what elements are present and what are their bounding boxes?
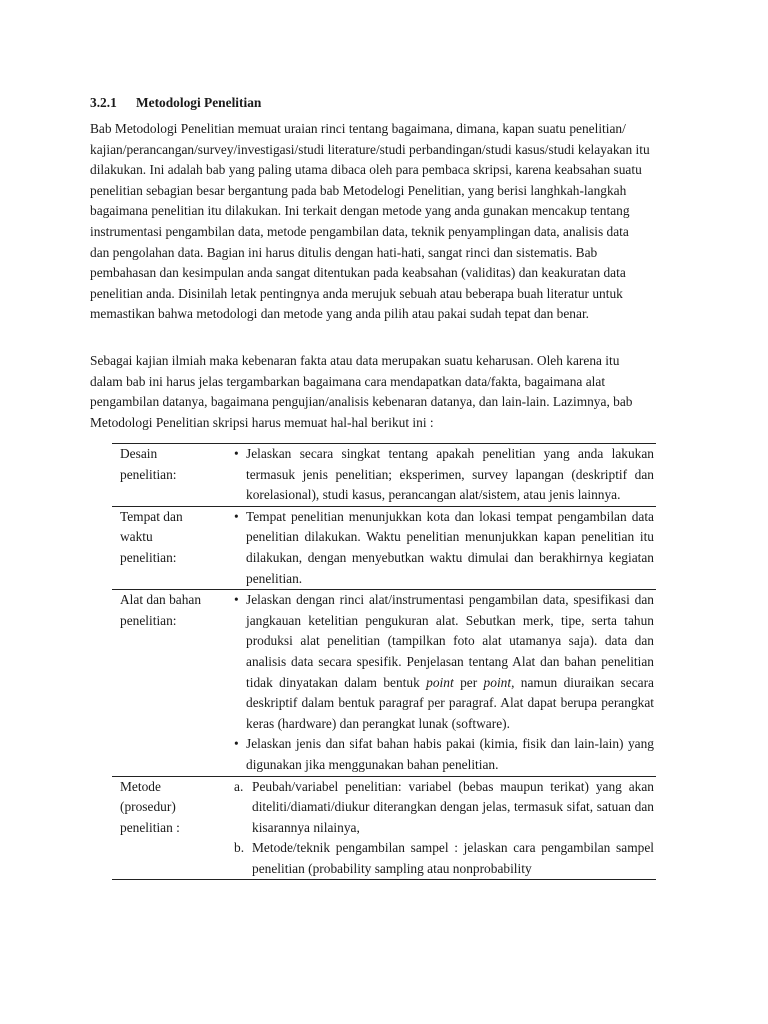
row-content [234, 444, 656, 507]
alpha-list [234, 777, 654, 880]
list-item: • Jelaskan secara singkat tentang apakah penelitian yang anda lakukan termasuk jenis penelitian; eksperimen, survey lapangan (deskriptif dan korelasional), studi kasus, perancangan alat/sistem, atau jenis lainnya. [234, 444, 654, 506]
table-row [112, 590, 656, 776]
row-content [234, 776, 656, 880]
bullet-list [234, 590, 654, 775]
table-row [112, 776, 656, 880]
bullet-list [234, 507, 654, 589]
list-item: b. Metode/teknik pengambilan sampel : jelaskan cara pengambilan sampel penelitian (probability sampling atau nonprobability [234, 840, 654, 876]
section-title: Metodologi Penelitian [136, 95, 262, 110]
section-number: 3.2.1 [90, 95, 117, 110]
table-row [112, 444, 656, 507]
paragraph-1: Bab Metodologi Penelitian memuat uraian rinci tentang bagaimana, dimana, kapan suatu penelitian/ kajian/perancangan/survey/investigasi/studi literature/studi perbandingan/studi kasus/studi kelayakan itu dilakukan. Ini adalah bab yang paling utama dibaca oleh para pembaca skripsi, karena keabsahan suatu penelitian sebagian besar bergantung pada bab Metodelogi Penelitian, yang berisi langhkah-langkah bagaimana penelitian itu dilakukan. Ini terkait dengan metode yang anda gunakan mencakup tentang instrumentasi pengambilan data, metode pengambilan data, teknik penyamplingan data, analisis data dan pengolahan data. Bagian ini harus ditulis dengan hati-hati, sangat rinci dan sistematis. Bab pembahasan dan kesimpulan anda sangat ditentukan pada keabsahan (validitas) dan keakuratan data penelitian anda. Disinilah letak pentingnya anda merujuk sebuah atau beberapa buah literatur untuk memastikan bahwa metodologi dan metode yang anda pilih atau pakai sudah tepat dan benar. [90, 121, 650, 322]
list-item: • Jelaskan jenis dan sifat bahan habis pakai (kimia, fisik dan lain-lain) yang digunakan jika menggunakan bahan penelitian. [234, 734, 654, 775]
row-label: Alat dan bahan penelitian: [112, 590, 234, 776]
table-row [112, 506, 656, 589]
list-item: • Tempat penelitian menunjukkan kota dan lokasi tempat pengambilan data penelitian dilakukan. Waktu penelitian menunjukkan kapan penelitian itu dilakukan, dengan menyebutkan waktu dimulai dan berakhirnya kegiatan penelitian. [234, 507, 654, 589]
methodology-table [112, 443, 656, 880]
row-content [234, 506, 656, 589]
row-label: Tempat dan waktu penelitian: [112, 506, 234, 589]
section-heading [90, 93, 261, 113]
list-item: a. Peubah/variabel penelitian: variabel (bebas maupun terikat) yang akan diteliti/diamati/diukur diterangkan dengan jelas, termasuk sifat, satuan dan kisarannya nilainya, [234, 778, 654, 835]
paragraph-2: Sebagai kajian ilmiah maka kebenaran fakta atau data merupakan suatu keharusan. Oleh karena itu dalam bab ini harus jelas tergambarkan bagaimana cara mendapatkan data/fakta, bagaimana alat pengambilan datanya, bagaimana pengujian/analisis kebenaran datanya, dan lain-lain. Lazimnya, bab Metodologi Penelitian skripsi harus memuat hal-hal berikut ini : [90, 353, 633, 430]
row-content [234, 590, 656, 776]
bullet-list [234, 444, 654, 506]
list-item: • Jelaskan dengan rinci alat/instrumentasi pengambilan data, spesifikasi dan jangkauan ketelitian pengukuran alat. Sebutkan merk, tipe, serta tahun produksi alat penelitian (tampilkan foto alat utamanya saja). data dan analisis data secara spesifik. Penjelasan tentang Alat dan bahan penelitian tidak dinyatakan dalam bentuk point per point, namun diuraikan secara deskriptif dalam bentuk paragraf per paragraf. Alat dapat berupa perangkat keras (hardware) dan perangkat lunak (software). [234, 590, 654, 734]
row-label: Desain penelitian: [112, 444, 234, 507]
row-label: Metode (prosedur) penelitian : [112, 776, 234, 880]
